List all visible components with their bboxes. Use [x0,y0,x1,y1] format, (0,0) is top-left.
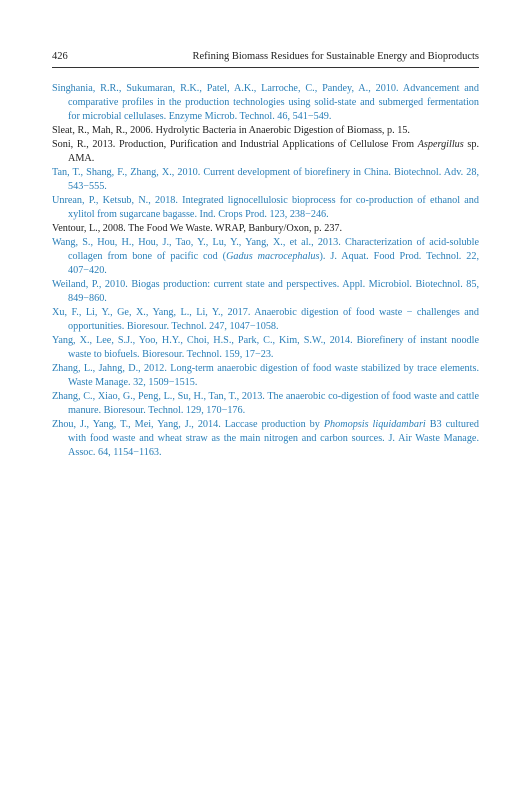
reference-text: Zhang, L., Jahng, D., 2012. Long-term anaerobic digestion of food waste stabilized by trace elements. Waste Manage. 32, 1509−1515. [52,363,479,388]
reference-text: Yang, X., Lee, S.J., Yoo, H.Y., Choi, H.S., Park, C., Kim, S.W., 2014. Biorefinery of instant noodle waste to biofuels. Bioresour. Technol. 159, 17−23. [52,335,479,360]
page-number: 426 [52,51,68,62]
reference-italic-text: Aspergillus [417,139,464,150]
reference-entry[interactable] [52,418,479,460]
reference-entry[interactable] [52,278,479,306]
reference-text: sp. AMA. [68,139,479,164]
reference-text: Zhou, J., Yang, T., Mei, Yang, J., 2014. Laccase production by [52,419,324,430]
reference-list [52,82,479,460]
reference-text: Weiland, P., 2010. Biogas production: current state and perspectives. Appl. Microbiol. Biotechnol. 85, 849−860. [52,279,479,304]
reference-entry[interactable] [52,82,479,124]
reference-text: Zhang, C., Xiao, G., Peng, L., Su, H., Tan, T., 2013. The anaerobic co-digestion of food waste and cattle manure. Bioresour. Technol. 129, 170−176. [52,391,479,416]
page-header [52,51,479,67]
reference-text: Unrean, P., Ketsub, N., 2018. Integrated lignocellulosic bioprocess for co-production of ethanol and xylitol from sugarcane bagasse. Ind. Crops Prod. 123, 238−246. [52,195,479,220]
reference-italic-text: Phomopsis liquidambari [323,419,426,430]
reference-entry[interactable] [52,362,479,390]
reference-text: Singhania, R.R., Sukumaran, R.K., Patel, A.K., Larroche, C., Pandey, A., 2010. Advancement and comparative profiles in the production technologies using solid-state and submerged fermentation for microbial cellulases. Enzyme Microb. Technol. 46, 541−549. [52,83,479,122]
reference-text: Soni, R., 2013. Production, Purification and Industrial Applications of Cellulose From [52,139,418,150]
reference-entry [52,222,479,236]
reference-entry[interactable] [52,236,479,278]
reference-entry[interactable] [52,306,479,334]
reference-text: ). J. Aquat. Food Prod. Technol. 22, 407−420. [68,251,479,276]
running-title: Refining Biomass Residues for Sustainable Energy and Bioproducts [192,51,479,62]
reference-entry[interactable] [52,166,479,194]
reference-entry[interactable] [52,334,479,362]
reference-entry[interactable] [52,390,479,418]
reference-entry[interactable] [52,194,479,222]
reference-text: Ventour, L., 2008. The Food We Waste. WRAP, Banbury/Oxon, p. 237. [52,223,343,234]
reference-text: B3 cultured with food waste and wheat straw as the main nitrogen and carbon sources. J. Air Waste Manage. Assoc. 64, 1154−1163. [68,419,479,458]
reference-text: Tan, T., Shang, F., Zhang, X., 2010. Current development of biorefinery in China. Biotechnol. Adv. 28, 543−555. [52,167,479,192]
reference-entry [52,124,479,138]
reference-text: Wang, S., Hou, H., Hou, J., Tao, Y., Lu, Y., Yang, X., et al., 2013. Characterization of acid-soluble collagen from bone of pacific cod ( [52,237,479,262]
header-divider [52,67,479,68]
reference-text: Sleat, R., Mah, R., 2006. Hydrolytic Bacteria in Anaerobic Digestion of Biomass, p. 15. [52,125,410,136]
reference-text: Xu, F., Li, Y., Ge, X., Yang, L., Li, Y., 2017. Anaerobic digestion of food waste − challenges and opportunities. Bioresour. Technol. 247, 1047−1058. [52,307,479,332]
reference-italic-text: Gadus macrocephalus [226,251,320,262]
reference-entry [52,138,479,166]
